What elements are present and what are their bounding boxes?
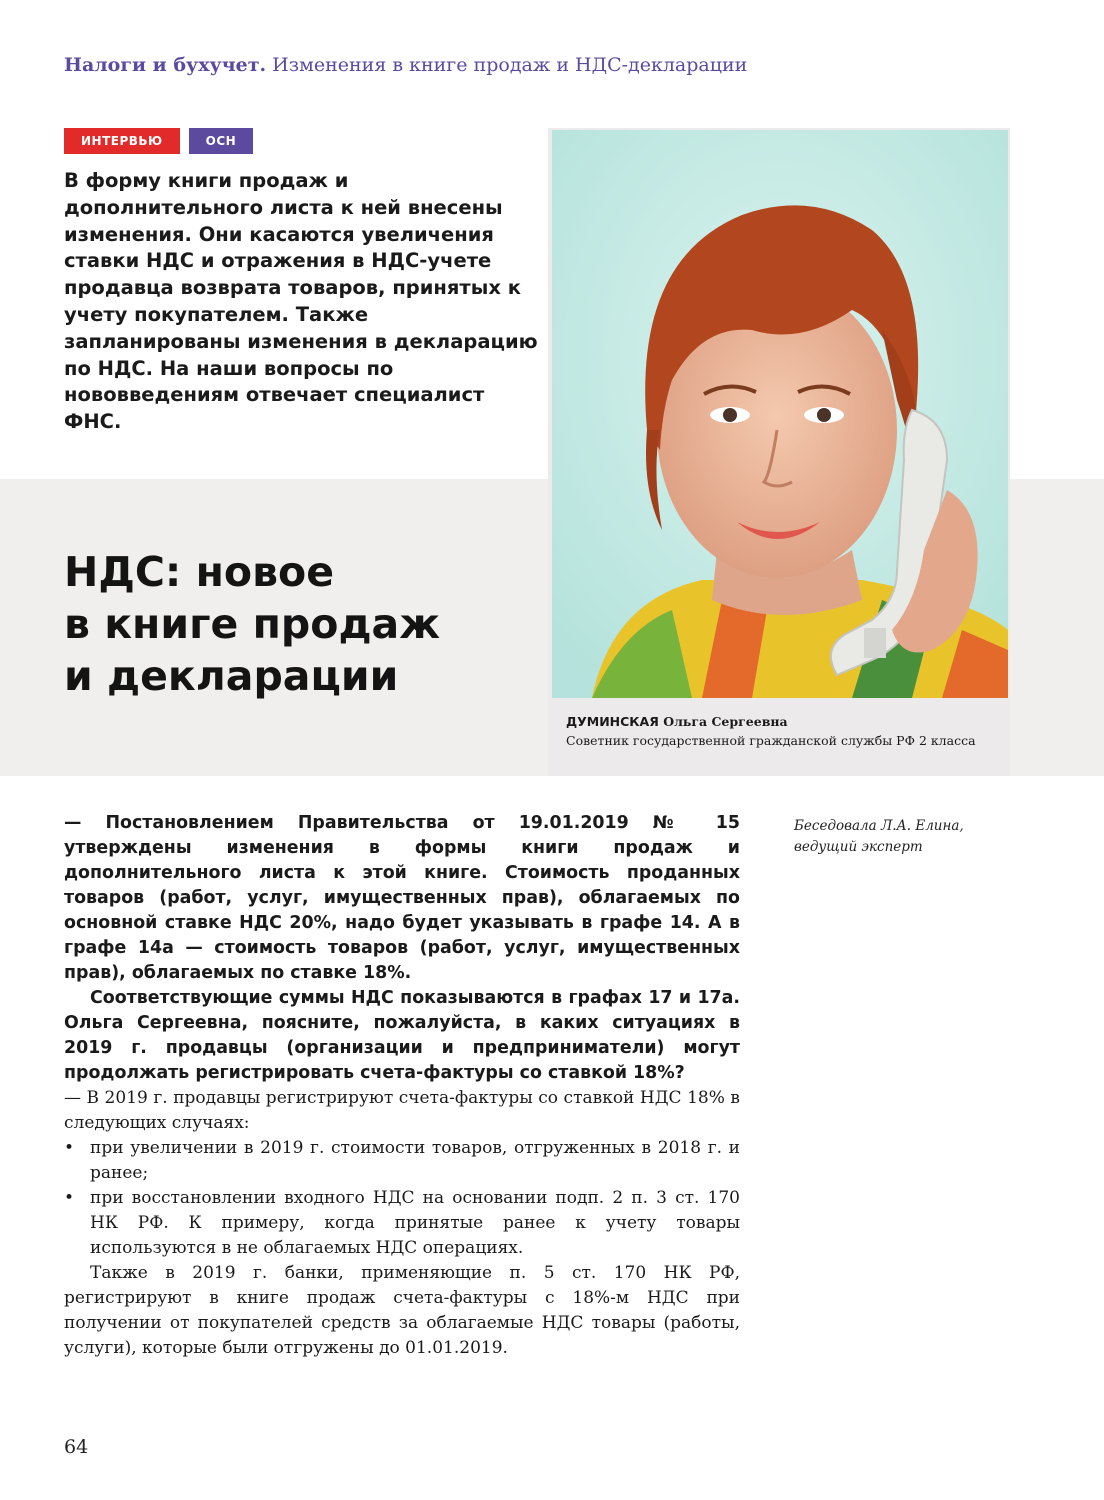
article-title [64,546,534,702]
expert-position: Советник государственной гражданской службы РФ 2 класса [566,733,976,748]
byline-line-2: ведущий эксперт [794,839,923,855]
section-topic: Изменения в книге продаж и НДС-декларации [272,54,748,76]
question-paragraph-1: — Постановлением Правительства от 19.01.2019 № 15 утверждены изменения в формы книги продаж и дополнительного листа к этой книге. Стоимость проданных товаров (работ, услуг, имущественных прав), облагаемых по основной ставке НДС 20%, надо будет указывать в графе 14. А в графе 14а — стоимость товаров (работ, услуг, имущественных прав), облагаемых по ставке 18%. [64,813,740,983]
portrait-photo [552,130,1008,698]
lead-paragraph: В форму книги продаж и дополнительного листа к ней внесены изменения. Они касаются увеличения ставки НДС и отражения в НДС-учете продавца возврата товаров, принятых к учету покупателем. Также запланированы изменения в декларацию по НДС. На наши вопросы по нововведениям отвечает специалист ФНС. [64,169,538,434]
page-number: 64 [64,1436,89,1458]
photo-caption [566,714,996,750]
running-header [64,54,1064,76]
tags-row [64,128,253,154]
title-line-2: в книге продаж [64,600,441,648]
byline [794,816,994,858]
expert-surname: ДУМИНСКАЯ [566,714,659,729]
byline-line-1: Беседовала Л.А. Елина, [794,818,964,834]
answer-paragraph-1: — В 2019 г. продавцы регистрируют счета-фактуры со ставкой НДС 18% в следующих случаях: [64,1088,740,1133]
answer-paragraph-2: Также в 2019 г. банки, применяющие п. 5 ст. 170 НК РФ, регистрируют в книге продаж счета-фактуры с 18%-м НДС при получении от покупателей средств за облагаемые НДС товары (работы, услуги), которые были отгружены до 01.01.2019. [64,1263,740,1358]
question-paragraph-2: Соответствующие суммы НДС показываются в графах 17 и 17а. Ольга Сергеевна, поясните, пожалуйста, в каких ситуациях в 2019 г. продавцы (организации и предприниматели) могут продолжать регистрировать счета-фактуры со ставкой 18%? [64,988,740,1083]
title-line-1: НДС: новое [64,548,335,596]
section-name: Налоги и бухучет. [64,54,267,76]
bullet-item-2: • при восстановлении входного НДС на основании подп. 2 п. 3 ст. 170 НК РФ. К примеру, когда принятые ранее к учету товары используются в не облагаемых НДС операциях. [64,1186,740,1261]
bullet-item-1: • при увеличении в 2019 г. стоимости товаров, отгруженных в 2018 г. и ранее; [64,1136,740,1186]
expert-name [566,714,996,729]
expert-given-names: Ольга Сергеевна [663,714,788,729]
title-line-3: и декларации [64,652,399,700]
tag-osn: ОСН [189,128,254,154]
tag-interview: ИНТЕРВЬЮ [64,128,180,154]
bullet-list [64,1136,740,1261]
portrait-illustration [552,130,1008,698]
article-body [64,811,740,1361]
